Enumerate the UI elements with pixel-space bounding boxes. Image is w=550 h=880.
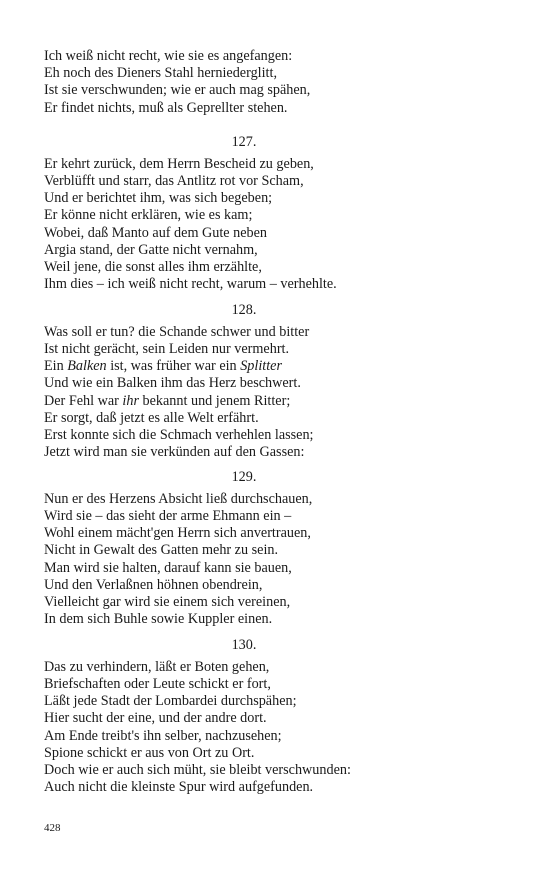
verse-line: Briefschaften oder Leute schickt er fort, xyxy=(44,675,271,692)
verse-line: Verblüfft und starr, das Antlitz rot vor Scham, xyxy=(44,172,304,189)
stanza-127 xyxy=(44,134,514,293)
stanza-fragment xyxy=(44,48,514,117)
verse-line: Vielleicht gar wird sie einem sich vereinen, xyxy=(44,593,291,610)
verse-line: Der Fehl war ihr bekannt und jenem Ritter; xyxy=(44,392,291,409)
verse-line: Erst konnte sich die Schmach verhehlen lassen; xyxy=(44,426,314,443)
verse-line: Jetzt wird man sie verkünden auf den Gassen: xyxy=(44,444,305,461)
verse-line: Ist sie verschwunden; wie er auch mag spähen, xyxy=(44,82,311,99)
stanza-129 xyxy=(44,469,514,628)
verse-line: Das zu verhindern, läßt er Boten gehen, xyxy=(44,658,270,675)
verse-line: Nicht in Gewalt des Gatten mehr zu sein. xyxy=(44,542,279,559)
verse-line: Spione schickt er aus von Ort zu Ort. xyxy=(44,744,255,761)
emphasized-word: Splitter xyxy=(240,358,282,375)
verse-line: Ich weiß nicht recht, wie sie es angefangen: xyxy=(44,48,293,64)
verse-line: Wobei, daß Manto auf dem Gute neben xyxy=(44,224,268,241)
stanza-number: 128. xyxy=(231,302,257,318)
verse-line: Auch nicht die kleinste Spur wird aufgefunden. xyxy=(44,779,314,796)
verse-line: Doch wie er auch sich müht, sie bleibt verschwunden: xyxy=(44,761,351,778)
verse-line: Er findet nichts, muß als Geprellter stehen. xyxy=(44,99,288,116)
verse-line: Eh noch des Dieners Stahl herniederglitt, xyxy=(44,65,277,82)
verse-line: In dem sich Buhle sowie Kuppler einen. xyxy=(44,611,273,628)
verse-line: Und den Verlaßnen höhnen obendrein, xyxy=(44,576,263,593)
verse-line: Nun er des Herzens Absicht ließ durchschauen, xyxy=(44,490,313,507)
verse-line: Man wird sie halten, darauf kann sie bauen, xyxy=(44,559,292,576)
verse-line: Argia stand, der Gatte nicht vernahm, xyxy=(44,241,258,258)
stanza-128 xyxy=(44,302,514,461)
stanza-number: 129. xyxy=(231,469,257,485)
verse-line: Was soll er tun? die Schande schwer und bitter xyxy=(44,323,310,340)
stanza-130 xyxy=(44,637,514,796)
verse-line: Wohl einem mächt'gen Herrn sich anvertrauen, xyxy=(44,525,311,542)
emphasized-word: ihr xyxy=(122,392,139,409)
verse-line: Läßt jede Stadt der Lombardei durchspähen; xyxy=(44,693,297,710)
stanza-number: 127. xyxy=(231,134,257,150)
verse-line: Am Ende treibt's ihn selber, nachzusehen; xyxy=(44,727,282,744)
verse-line: Ihm dies – ich weiß nicht recht, warum – verhehlte. xyxy=(44,276,337,293)
emphasized-word: Balken xyxy=(67,358,107,375)
verse-line: Er könne nicht erklären, wie es kam; xyxy=(44,207,253,224)
verse-line: Ist nicht gerächt, sein Leiden nur vermehrt. xyxy=(44,340,290,357)
page-number: 428 xyxy=(44,822,61,834)
verse-line: Wird sie – das sieht der arme Ehmann ein – xyxy=(44,507,292,524)
verse-line: Weil jene, die sonst alles ihm erzählte, xyxy=(44,258,262,275)
verse-line: Hier sucht der eine, und der andre dort. xyxy=(44,710,267,727)
verse-line: Er kehrt zurück, dem Herrn Bescheid zu geben, xyxy=(44,155,314,172)
verse-line: Er sorgt, daß jetzt es alle Welt erfährt. xyxy=(44,409,259,426)
stanza-number: 130. xyxy=(231,637,257,653)
verse-line: Und wie ein Balken ihm das Herz beschwert. xyxy=(44,375,301,392)
verse-line: Ein Balken ist, was früher war ein Splitter xyxy=(44,358,282,375)
verse-line: Und er berichtet ihm, was sich begeben; xyxy=(44,190,273,207)
